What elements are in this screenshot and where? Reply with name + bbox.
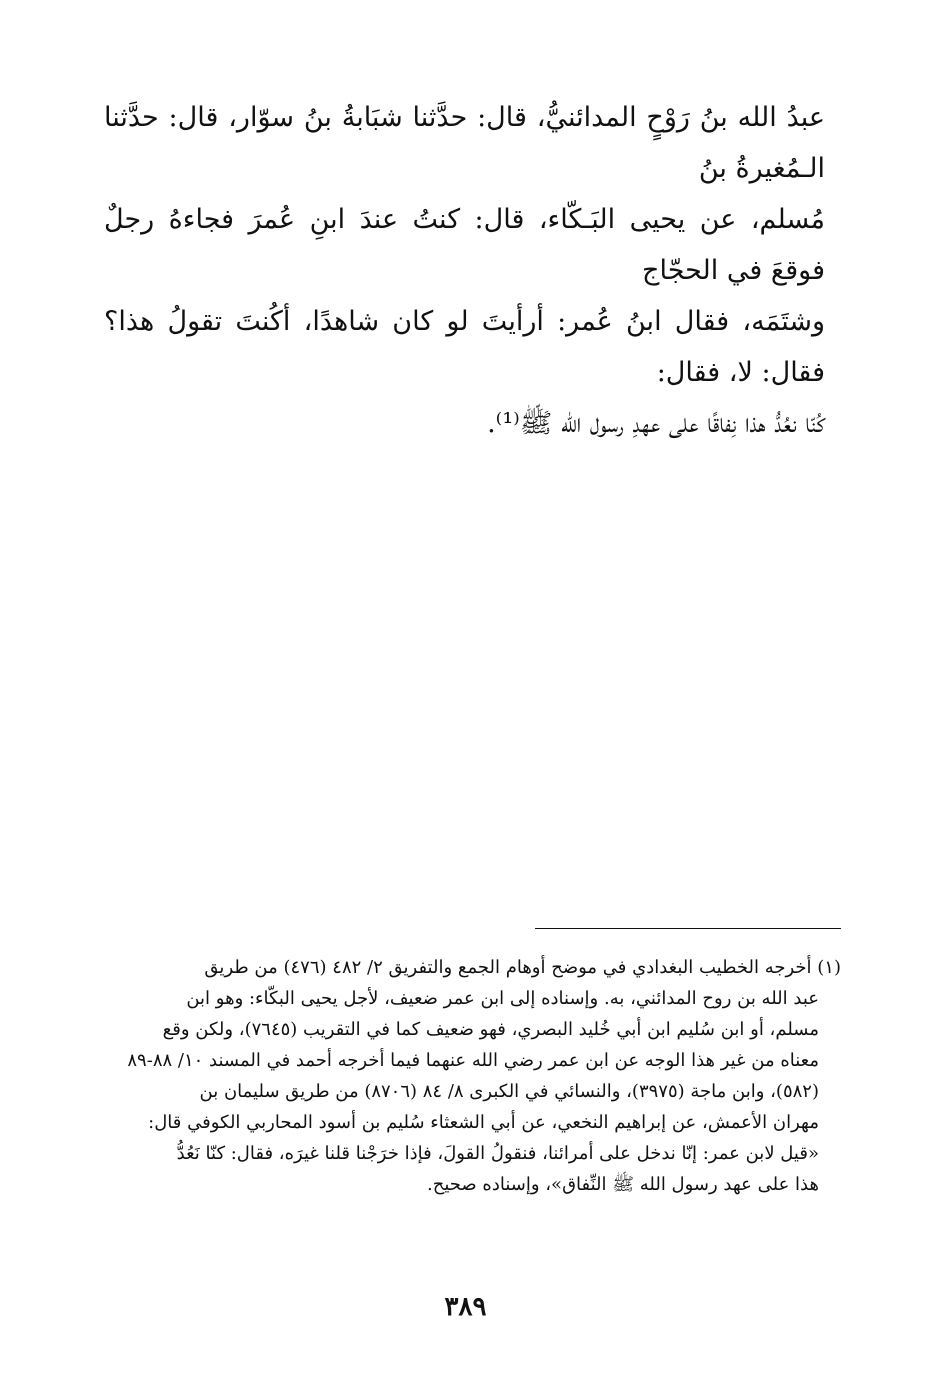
footnote-line: معناه من غير هذا الوجه عن ابن عمر رضي الله عنهما فيما أخرجه أحمد في المسند ١٠/ ٨٨-٨٩ [127,1050,819,1071]
footnote-line: مهران الأعمش، عن إبراهيم النخعي، عن أبي الشعثاء سُليم بن أسود المحاربي الكوفي قال: [148,1112,819,1133]
footnote-number: (١) [817,957,841,978]
footnotes-block [104,952,841,1200]
footnote-line: مسلم، أو ابن سُليم ابن أبي خُليد البصري، فهو ضعيف كما في التقريب (٧٦٤٥)، ولكن وقع [162,1019,819,1040]
main-text-line: عبدُ الله بنُ رَوْحٍ المدائنيُّ، قال: حدَّثنا شبَابةُ بنُ سوّار، قال: حدَّثنا الـمُغيرةُ بنُ [104,102,825,184]
main-text-line: وشتَمَه، فقال ابنُ عُمر: أرأيتَ لو كان شاهدًا، أكُنتَ تقولُ هذا؟ فقال: لا، فقال: [104,306,825,388]
footnote-separator [535,928,841,929]
footnote-1 [104,952,841,1200]
footnote-line: هذا على عهد رسول الله ﷺ النِّفاق»، وإسناده صحيح. [426,1174,819,1195]
footnote-line: عبد الله بن روح المدائني، به. وإسناده إلى ابن عمر ضعيف، لأجل يحيى البكّاء: وهو ابن [186,988,819,1009]
main-text-line: كُنّا نعُدُّ هذا نِفاقًا على عهدِ رسول الله ﷺ⁽¹⁾. [487,408,825,439]
main-text-block [104,92,825,449]
footnote-line: (٥٨٢)، وابن ماجة (٣٩٧٥)، والنسائي في الكبرى ٨/ ٨٤ (٨٧٠٦) من طريق سليمان بن [199,1081,819,1102]
footnote-line: «قيل لابن عمر: إنّا ندخل على أمرائنا، فنقولُ القولَ، فإذا خرَجْنا قلنا غيرَه، فقال: كنّا نَعُدُّ [176,1143,819,1164]
main-text-line: مُسلم، عن يحيى البَـكّاء، قال: كنتُ عندَ ابنِ عُمرَ فجاءهُ رجلٌ فوقعَ في الحجّاج [104,204,825,286]
page-number: ٣٨٩ [444,1292,487,1322]
footnote-text: أخرجه الخطيب البغدادي في موضح أوهام الجمع والتفريق ٢/ ٤٨٢ (٤٧٦) من طريق [204,957,812,978]
footnote-first-line [104,952,841,983]
